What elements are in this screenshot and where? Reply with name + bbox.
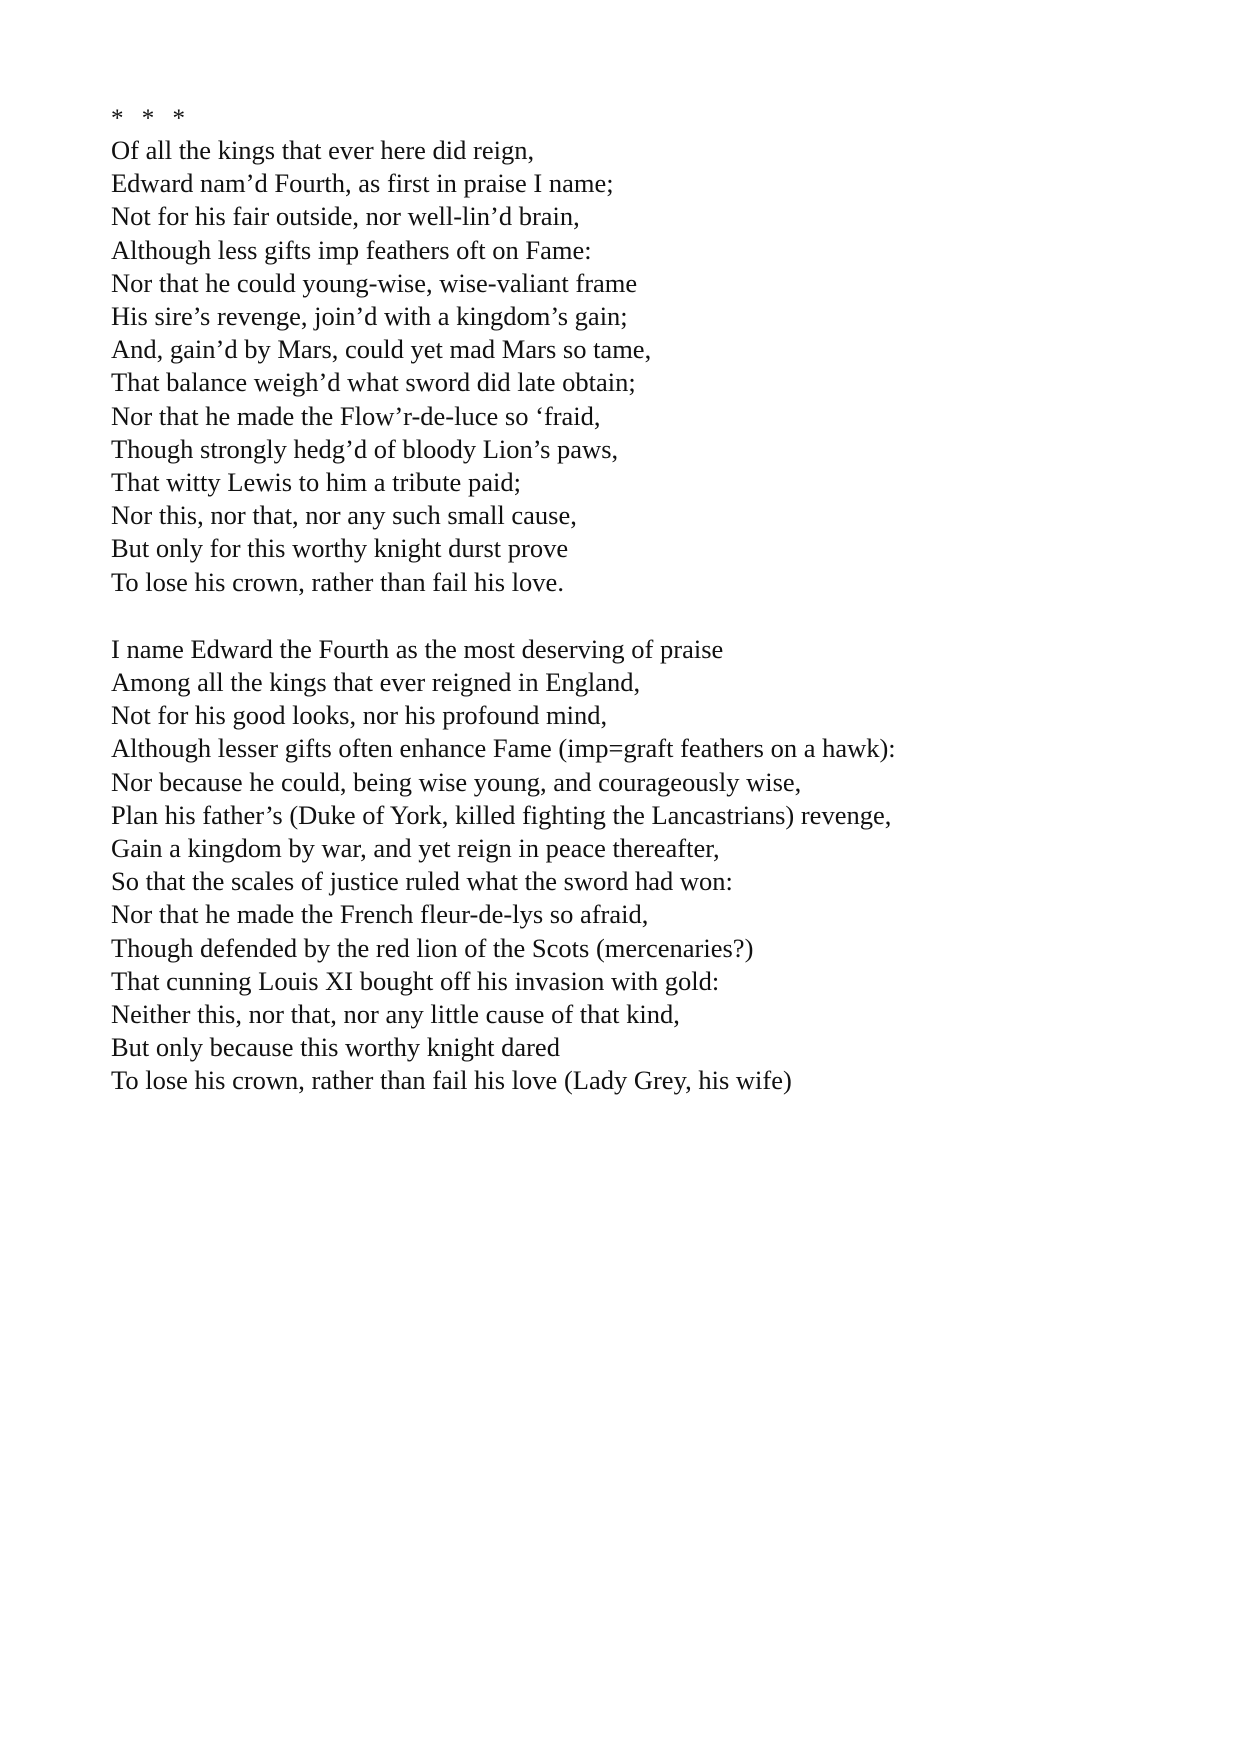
paraphrase-line: Plan his father’s (Duke of York, killed fighting the Lancastrians) revenge, xyxy=(111,799,892,830)
section-separator: * * * xyxy=(111,105,191,132)
paraphrase-line: But only because this worthy knight dared xyxy=(111,1032,560,1063)
poem-line: That witty Lewis to him a tribute paid; xyxy=(111,467,521,498)
poem-line: That balance weigh’d what sword did late obtain; xyxy=(111,367,636,398)
poem-stanza xyxy=(111,134,1151,599)
paraphrase-line: Neither this, nor that, nor any little cause of that kind, xyxy=(111,999,680,1030)
poem-line: Not for his fair outside, nor well-lin’d brain, xyxy=(111,201,580,232)
poem-line: Nor that he made the Flow’r-de-luce so ‘fraid, xyxy=(111,400,601,431)
paraphrase-line: Nor that he made the French fleur-de-lys so afraid, xyxy=(111,899,649,930)
paraphrase-line: Gain a kingdom by war, and yet reign in peace thereafter, xyxy=(111,833,720,864)
poem-line: Nor that he could young-wise, wise-valiant frame xyxy=(111,267,638,298)
poem-line: Though strongly hedg’d of bloody Lion’s paws, xyxy=(111,433,619,464)
paraphrase-line: So that the scales of justice ruled what the sword had won: xyxy=(111,866,733,897)
paraphrase-line: Among all the kings that ever reigned in England, xyxy=(111,667,641,698)
paraphrase-line: Not for his good looks, nor his profound mind, xyxy=(111,700,608,731)
poem-line: Nor this, nor that, nor any such small cause, xyxy=(111,500,577,531)
paraphrase-line: That cunning Louis XI bought off his invasion with gold: xyxy=(111,965,720,996)
paraphrase-stanza xyxy=(111,633,1151,1098)
poem-line: Of all the kings that ever here did reign, xyxy=(111,135,535,165)
paraphrase-line: Though defended by the red lion of the Scots (mercenaries?) xyxy=(111,932,754,963)
poem-line: Although less gifts imp feathers oft on Fame: xyxy=(111,234,592,265)
paraphrase-line: Nor because he could, being wise young, and courageously wise, xyxy=(111,766,802,797)
paraphrase-line: I name Edward the Fourth as the most deserving of praise xyxy=(111,633,724,664)
paraphrase-line: Although lesser gifts often enhance Fame (imp=graft feathers on a hawk): xyxy=(111,733,896,764)
paraphrase-line: To lose his crown, rather than fail his love (Lady Grey, his wife) xyxy=(111,1065,792,1096)
poem-line: And, gain’d by Mars, could yet mad Mars so tame, xyxy=(111,334,652,365)
document-content xyxy=(111,104,1151,1098)
poem-line: His sire’s revenge, join’d with a kingdom’s gain; xyxy=(111,301,628,332)
poem-line: But only for this worthy knight durst prove xyxy=(111,533,569,564)
poem-line: Edward nam’d Fourth, as first in praise I name; xyxy=(111,168,614,199)
poem-line: To lose his crown, rather than fail his love. xyxy=(111,566,564,597)
stanza-gap xyxy=(111,599,1151,633)
